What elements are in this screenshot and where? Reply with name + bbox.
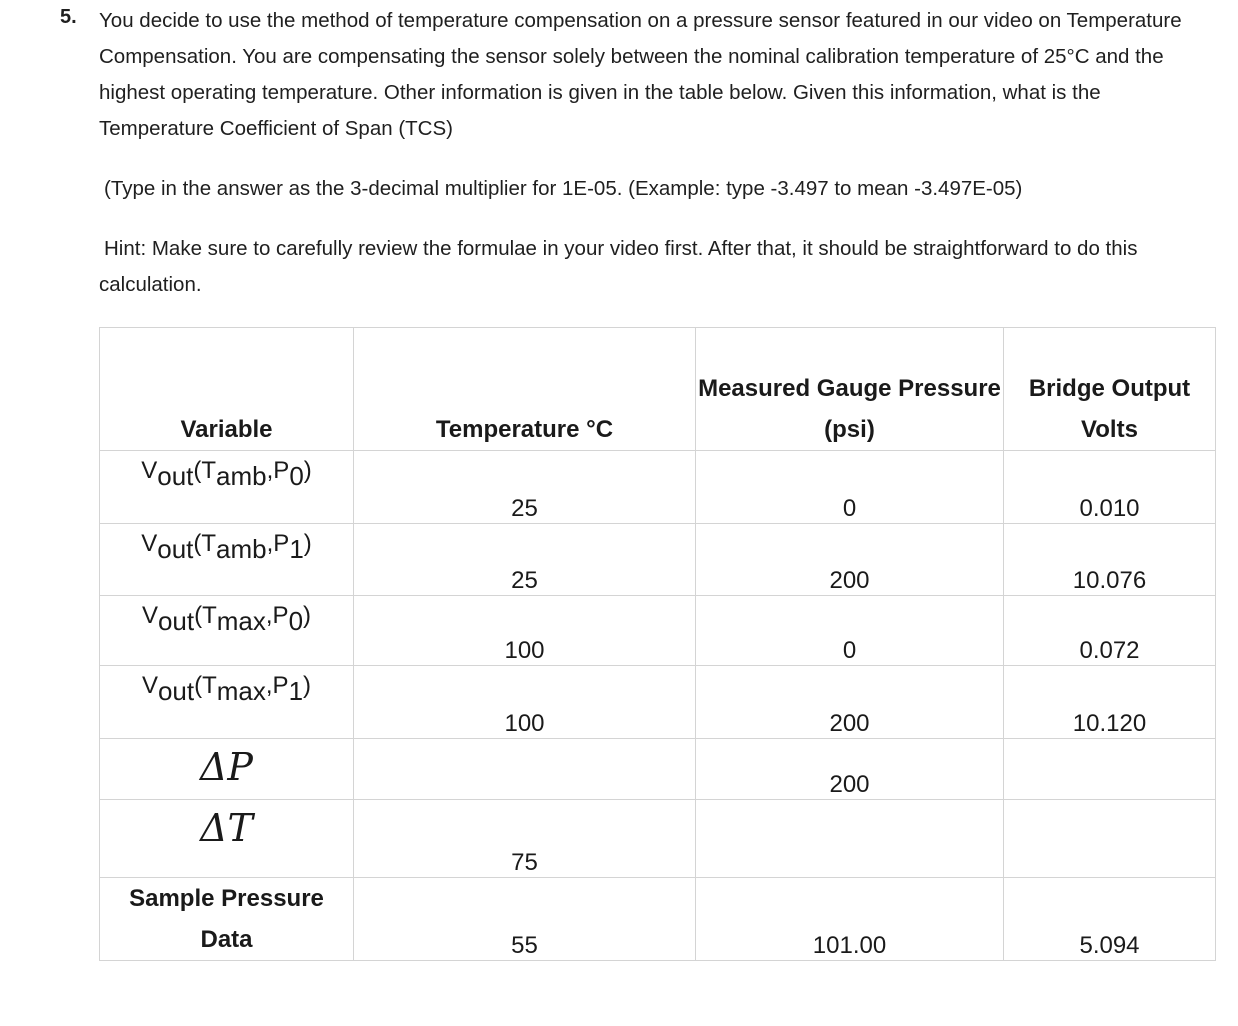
volts-cell: 10.120: [1004, 666, 1216, 739]
pressure-cell: 0: [696, 596, 1004, 666]
volts-cell: [1004, 800, 1216, 878]
pressure-cell: 200: [696, 524, 1004, 596]
pressure-cell: [696, 800, 1004, 878]
temperature-cell: 25: [354, 524, 696, 596]
temperature-cell: [354, 739, 696, 800]
header-volts: Bridge Output Volts: [1004, 328, 1216, 451]
volts-cell: 0.010: [1004, 451, 1216, 524]
header-pressure: Measured Gauge Pressure (psi): [696, 328, 1004, 451]
table-row: [100, 596, 1216, 666]
hint-text: [99, 231, 1219, 303]
sample-row: [100, 878, 1216, 961]
question-number: 5.: [60, 6, 77, 28]
delta-p-label: ΔP: [199, 745, 253, 789]
variable-cell: [100, 739, 354, 800]
table-row: [100, 451, 1216, 524]
temperature-cell: 100: [354, 596, 696, 666]
answer-instructions: (Type in the answer as the 3-decimal multiplier for 1E-05. (Example: type -3.497 to mean -3.497E-05): [104, 177, 1023, 200]
table-row: [100, 524, 1216, 596]
variable-cell: [100, 800, 354, 878]
pressure-cell: 200: [696, 739, 1004, 800]
data-table: [99, 327, 1216, 961]
delta-t-label: ΔT: [200, 806, 253, 850]
temperature-cell: 55: [354, 878, 696, 961]
volts-cell: 5.094: [1004, 878, 1216, 961]
table-header-row: [100, 328, 1216, 451]
table-row: [100, 800, 1216, 878]
variable-cell: [100, 451, 354, 524]
table-row: [100, 739, 1216, 800]
table-row: [100, 666, 1216, 739]
header-variable: Variable: [100, 328, 354, 451]
variable-label: $V_{out}(T_{max},P_0)$: [141, 602, 312, 636]
sample-label: Sample Pressure Data: [100, 878, 354, 961]
volts-cell: 0.072: [1004, 596, 1216, 666]
pressure-cell: 200: [696, 666, 1004, 739]
hint-paragraph: Hint: Make sure to carefully review the formulae in your video first. After that, it should be straightforward to do this calculation.: [99, 237, 1138, 296]
temperature-cell: 25: [354, 451, 696, 524]
header-temperature: Temperature °C: [354, 328, 696, 451]
variable-label: $V_{out}(T_{amb},P_1)$: [141, 530, 312, 564]
volts-cell: [1004, 739, 1216, 800]
variable-cell: [100, 666, 354, 739]
temperature-cell: 75: [354, 800, 696, 878]
pressure-cell: 0: [696, 451, 1004, 524]
volts-cell: 10.076: [1004, 524, 1216, 596]
variable-label: $V_{out}(T_{amb},P_0)$: [141, 457, 312, 491]
question-paragraph: You decide to use the method of temperature compensation on a pressure sensor featured in our video on Temperature Compensation. You are compensating the sensor solely between the nominal calibration temperature of 25°C and the highest operating temperature. Other information is given in the table below. Given this information, what is the Temperature Coefficient of Span (TCS): [99, 9, 1182, 140]
variable-cell: [100, 596, 354, 666]
question-text: [99, 3, 1219, 147]
variable-cell: [100, 524, 354, 596]
pressure-cell: 101.00: [696, 878, 1004, 961]
variable-label: $V_{out}(T_{max},P_1)$: [141, 672, 312, 706]
temperature-cell: 100: [354, 666, 696, 739]
